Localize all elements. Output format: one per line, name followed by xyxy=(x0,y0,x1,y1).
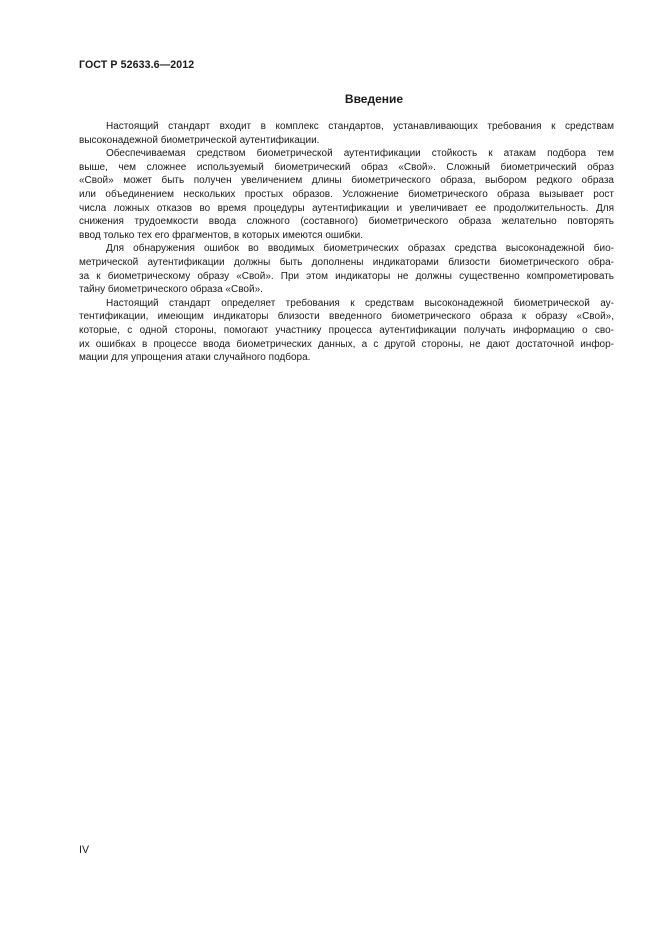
text-line: «Свой» может быть получен увеличением длины биометрического образа, выбором редкого образа xyxy=(79,175,614,187)
text-line: метрической аутентификации должны быть дополнены индикаторами близости биометрического обра- xyxy=(79,256,614,268)
document-code: ГОСТ Р 52633.6—2012 xyxy=(79,59,195,71)
text-line: или объединением нескольких простых образов. Усложнение биометрического образа вызывает рост xyxy=(79,188,614,200)
text-line: Для обнаружения ошибок во вводимых биометрических образах средства высоконадежной био- xyxy=(106,243,614,255)
text-line: мации для упрощения атаки случайного подбора. xyxy=(79,352,311,364)
paragraph-2 xyxy=(79,147,614,242)
paragraph-1 xyxy=(79,120,614,147)
text-line: Обеспечиваемая средством биометрической аутентификации стойкость к атакам подбора тем xyxy=(106,148,614,160)
text-line: Настоящий стандарт определяет требования к средствам высоконадежной биометрической ау- xyxy=(106,297,614,309)
section-title: Введение xyxy=(344,92,404,106)
introduction-body xyxy=(79,120,614,365)
text-line: тайну биометрического образа «Свой». xyxy=(79,284,263,296)
text-line: за к биометрическому образу «Свой». При этом индикаторы не должны существенно компрометировать xyxy=(79,270,614,282)
paragraph-3 xyxy=(79,242,614,296)
text-line: выше, чем сложнее используемый биометрический образ «Свой». Сложный биометрический образ xyxy=(79,161,614,173)
text-line: ввод только тех его фрагментов, в которых имеются ошибки. xyxy=(79,229,363,241)
text-line: Настоящий стандарт входит в комплекс стандартов, устанавливающих требования к средствам xyxy=(106,121,614,132)
page-number: IV xyxy=(79,844,90,856)
text-line: которые, с одной стороны, помогают участнику процесса аутентификации получать информацию о сво- xyxy=(79,324,614,336)
text-line: тентификации, имеющим индикаторы близости введенного биометрического образа к образу «Свой», xyxy=(79,311,614,323)
paragraph-4 xyxy=(79,297,614,365)
text-line: их ошибках в процессе ввода биометрических данных, а с другой стороны, не дают достаточной инфор- xyxy=(79,338,614,350)
text-line: высоконадежной биометрической аутентификации. xyxy=(79,134,320,146)
text-line: числа ложных отказов во время процедуры аутентификации и увеличивает ее продолжительность. Для xyxy=(79,202,614,214)
text-line: снижения трудоемкости ввода сложного (составного) биометрического образа желательно повторять xyxy=(79,216,614,228)
